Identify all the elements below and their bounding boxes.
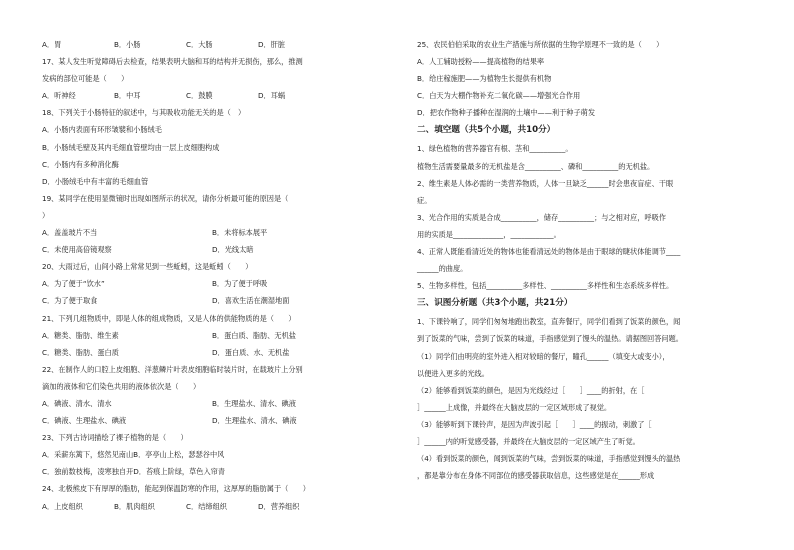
option: B．中耳 [114, 91, 141, 101]
question-text: 22、在制作人的口腔上皮细胞、洋葱鳞片叶表皮细胞临时装片时，在载玻片上分别 [42, 364, 303, 374]
option: A．小肠内表面有环形皱襞和小肠绒毛 [42, 125, 162, 135]
question-text: 24、北极熊皮下有厚厚的脂肪，能起到保温防寒的作用，这厚厚的脂肪属于（ ） [42, 484, 310, 494]
option: C．为了便于取食 [42, 296, 98, 306]
q24-options [42, 502, 382, 511]
fill-line: 5、生物多样性，包括__________多样性、__________多样性和生态系统多样性。 [417, 281, 674, 291]
question-text: 19、某同学在使用显微镜时出现如图所示的状况，请你分析最可能的原因是（ [42, 193, 289, 203]
analysis-line: ，都是靠分布在身体不同部位的感受器获取信息，这些感觉是在______形成 [417, 471, 655, 481]
section-heading: 二、填空题（共5个小题，共10分） [417, 125, 556, 136]
fill-line: 用的实质是______________，____________。 [417, 229, 561, 239]
question-text: 21、下列几组物质中，即是人体的组成物质，又是人体的供能物质的是（ ） [42, 313, 296, 323]
analysis-line: 到了饭菜的气味，尝到了饭菜的味道，手指感觉到了馒头的温热。请据图回答问题。 [417, 334, 683, 344]
option: A．采薪东篱下，悠然见南山B．亭亭山上松，瑟瑟谷中风 [42, 450, 225, 460]
question-text: 17、某人发生听觉障碍后去检查，结果表明大脑和耳的结构并无损伤，那么，推测 [42, 57, 303, 67]
fill-line: 植物生活需要量最多的无机盐是含__________、磷和__________的无机盐。 [417, 161, 655, 171]
q21-options [42, 331, 382, 340]
option: C．未使用高倍镜观察 [42, 245, 112, 255]
right-column [417, 40, 762, 488]
question-text: 23、下列古诗词描绘了裸子植物的是（ ） [42, 433, 188, 443]
q19-options [42, 245, 382, 254]
option: B．未将标本展平 [212, 228, 268, 238]
option: C．白天为大棚作物补充二氧化碳——增强光合作用 [417, 91, 581, 101]
option: C．鼓膜 [186, 91, 213, 101]
q20-options [42, 279, 382, 288]
option: D．营养组织 [258, 501, 300, 511]
option: A．盖盖玻片不当 [42, 228, 98, 238]
option: D．喜欢生活在潮湿地面 [212, 296, 290, 306]
fill-line: 2、维生素是人体必需的一类营养物质，人体一旦缺乏______时会患夜盲症、干眼 [417, 178, 674, 188]
option: D．蛋白质、水、无机盐 [212, 347, 290, 357]
analysis-line: ］______内的听觉感受器，并最终在大脑皮层的一定区域产生了听觉。 [417, 436, 640, 446]
option: C．碘液、生理盐水、碘液 [42, 416, 127, 426]
option: C．糖类、脂肪、蛋白质 [42, 347, 119, 357]
option: B．为了便于呼吸 [212, 279, 268, 289]
q22-options [42, 399, 382, 408]
option: D．耳蜗 [258, 91, 286, 101]
question-text: 18、下列关于小肠特征的叙述中，与其吸收功能无关的是（ ） [42, 108, 246, 118]
option: B．小肠绒毛壁及其内毛细血管壁均由一层上皮细胞构成 [42, 142, 220, 152]
q17-options [42, 91, 382, 100]
option: A．上皮组织 [42, 501, 83, 511]
q22-options [42, 416, 382, 425]
option: B．蛋白质、脂肪、无机盐 [212, 330, 296, 340]
section-heading: 三、识图分析题（共3个小题，共21分） [417, 298, 573, 309]
option: B．给庄稼施肥——为植物生长提供有机物 [417, 74, 552, 84]
question-text: ） [42, 210, 50, 220]
option: A．碘液、清水、清水 [42, 398, 112, 408]
question-text: 25、农民伯伯采取的农业生产措施与所依据的生物学原理不一致的是（ ） [417, 40, 664, 49]
analysis-line: （2）能够看到饭菜的颜色，是因为光线经过［ ］____的折射，在［ [417, 385, 645, 395]
option: A．糖类、脂肪、维生素 [42, 330, 119, 340]
fill-line: 3、光合作用的实质是合成__________，储存__________；与之相对应，呼吸作 [417, 212, 666, 222]
option: B．生理盐水、清水、碘液 [212, 398, 296, 408]
analysis-line: ］______上成像，并最终在大脑皮层的一定区域形成了视觉。 [417, 402, 612, 412]
option: D．肝脏 [258, 40, 286, 49]
option: A．胃 [42, 40, 62, 49]
option: C．结缔组织 [186, 501, 227, 511]
left-column [42, 40, 382, 519]
analysis-line: （4）看到饭菜的颜色，闻到饭菜的气味，尝到饭菜的味道，手指感觉到馒头的温热 [417, 454, 681, 464]
fill-line: ______的曲度。 [417, 264, 468, 274]
analysis-line: （1）同学们由明亮的室外进入相对较暗的餐厅，瞳孔______（填变大或变小）， [417, 351, 670, 361]
option: B．小肠 [114, 40, 141, 49]
q19-options [42, 228, 382, 237]
analysis-line: 以便进入更多的光线。 [417, 368, 489, 378]
option: A．为了便于“饮水” [42, 279, 105, 289]
question-text: 20、大雨过后，山间小路上常常见到一些蚯蚓，这是蚯蚓（ ） [42, 262, 253, 272]
fill-line: 1、绿色植物的营养器官有根、茎和__________。 [417, 144, 573, 154]
option: D．生理盐水、清水、碘液 [212, 416, 297, 426]
option: D．光线太暗 [212, 245, 254, 255]
option: C．大肠 [186, 40, 213, 49]
option: B．肌肉组织 [114, 501, 155, 511]
option: C．小肠内有多种消化酶 [42, 159, 119, 169]
fill-line: 症。 [417, 195, 432, 205]
q21-options [42, 348, 382, 357]
question-text: 发病的部位可能是（ ） [42, 74, 129, 84]
option: C．独前数枝梅，凌寒独自开D．苔痕上阶绿，草色入帘青 [42, 467, 226, 477]
q16-options [42, 40, 382, 49]
option: D．把农作物种子播种在湿润的土壤中——利于种子萌发 [417, 108, 596, 118]
option: D．小肠绒毛中有丰富的毛细血管 [42, 176, 149, 186]
analysis-line: 1、下课铃响了，同学们匆匆地跑出教室，直奔餐厅，同学们看到了饭菜的颜色，闻 [417, 317, 681, 327]
option: A．听神经 [42, 91, 76, 101]
fill-line: 4、正常人既能看清近处的物体也能看清远处的物体是由于眼球的睫状体能调节____ [417, 247, 681, 257]
q20-options [42, 296, 382, 305]
option: A．人工辅助授粉——提高植物的结果率 [417, 57, 545, 67]
question-text: 滴加的液体和它们染色共用的液体依次是（ ） [42, 381, 201, 391]
analysis-line: （3）能够听到下课铃声，是因为声波引起［ ］____的振动，刺激了［ [417, 419, 652, 429]
